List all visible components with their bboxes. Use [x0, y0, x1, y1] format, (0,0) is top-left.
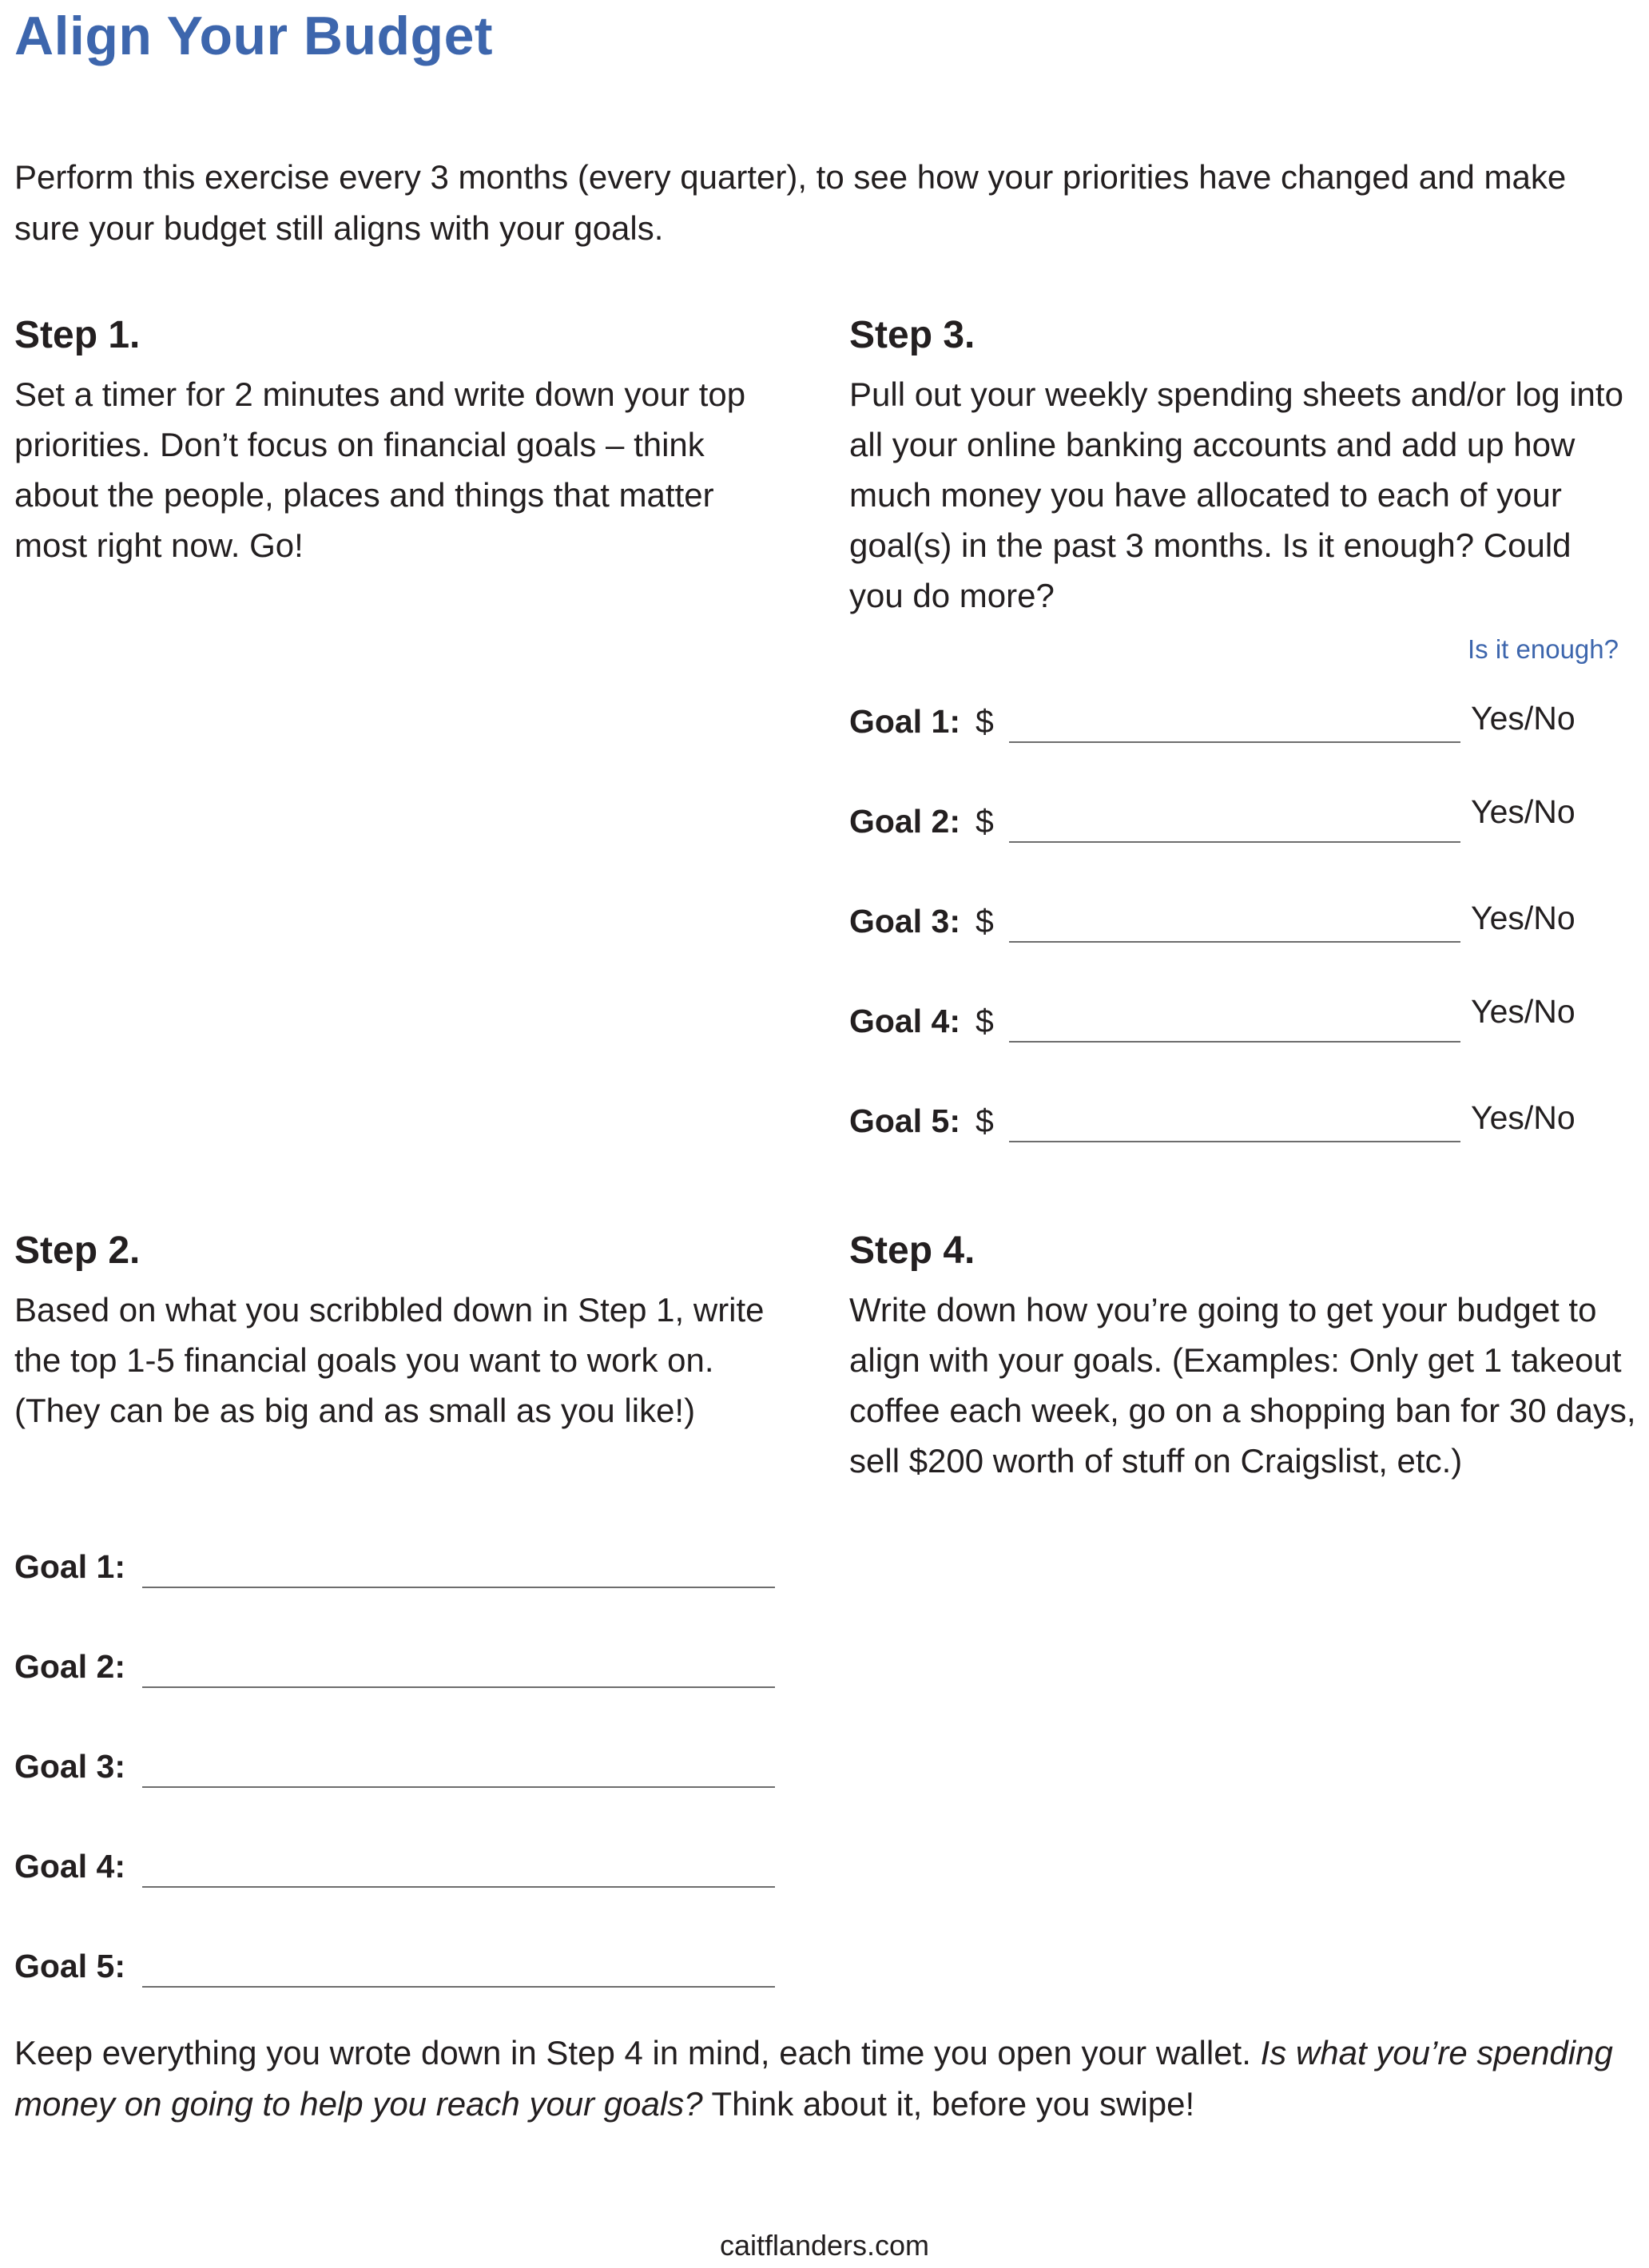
goal-label: Goal 3: — [14, 1748, 125, 1785]
step-2-text: Based on what you scribbled down in Step 1, write the top 1-5 financial goals you want to work on. (They can be as big and as small as you like!) — [14, 1291, 765, 1429]
step-2-goal-row — [14, 1848, 781, 1896]
step-1-section — [14, 312, 781, 570]
page-title: Align Your Budget — [14, 6, 494, 66]
step-3-goal-row — [849, 1099, 1648, 1150]
goal-label: Goal 3: — [849, 903, 960, 939]
step-3-goal-row — [849, 793, 1648, 851]
dollar-sign: $ — [975, 1102, 994, 1139]
goal-label: Goal 2: — [849, 803, 960, 840]
step-3-goal-row — [849, 700, 1648, 751]
goal-label: Goal 5: — [14, 1948, 125, 1984]
closing-text-end: Think about it, before you swipe! — [702, 2085, 1195, 2123]
dollar-sign: $ — [975, 703, 994, 740]
goal-label: Goal 1: — [14, 1548, 125, 1585]
goal-label: Goal 5: — [849, 1102, 960, 1139]
step-4-heading: Step 4. — [849, 1229, 975, 1272]
goal-label: Goal 2: — [14, 1648, 125, 1685]
step-1-heading: Step 1. — [14, 314, 141, 356]
step-2-goal-row — [14, 1648, 781, 1696]
goal-write-line[interactable] — [142, 1786, 775, 1788]
step-3-text: Pull out your weekly spending sheets and/or log into all your online banking accounts and add up how much money you have allocated to each of your goal(s) in the past 3 months. Is it enough? Could you do more? — [849, 375, 1623, 614]
goal-amount-line[interactable] — [1009, 1041, 1460, 1043]
yes-no-option[interactable]: Yes/No — [1471, 700, 1575, 737]
footer-website[interactable]: caitflanders.com — [719, 2229, 930, 2262]
step-3-note: Is it enough? — [1468, 634, 1619, 664]
yes-no-option[interactable]: Yes/No — [1471, 993, 1575, 1030]
yes-no-option[interactable]: Yes/No — [1471, 900, 1575, 936]
goal-write-line[interactable] — [142, 1686, 775, 1688]
intro-paragraph: Perform this exercise every 3 months (every quarter), to see how your priorities have changed and make sure your budget still aligns with your goals. — [14, 158, 1567, 247]
step-2-heading: Step 2. — [14, 1229, 141, 1272]
closing-note — [14, 2028, 1636, 2130]
yes-no-option[interactable]: Yes/No — [1471, 793, 1575, 830]
goal-label: Goal 4: — [14, 1848, 125, 1885]
goal-write-line[interactable] — [142, 1587, 775, 1588]
step-1-text: Set a timer for 2 minutes and write down your top priorities. Don’t focus on financial goals – think about the people, places and things that matter most right now. Go! — [14, 375, 746, 564]
step-3-section — [849, 312, 1640, 621]
goal-amount-line[interactable] — [1009, 941, 1460, 943]
step-2-goal-row — [14, 1748, 781, 1796]
dollar-sign: $ — [975, 903, 994, 939]
step-4-section — [849, 1227, 1640, 1486]
step-2-goal-row — [14, 1548, 781, 1596]
dollar-sign: $ — [975, 803, 994, 840]
closing-text-italic: Is what you’re spending money on going to help you reach your goals? — [14, 2034, 1613, 2123]
goal-write-line[interactable] — [142, 1986, 775, 1988]
goal-amount-line[interactable] — [1009, 1141, 1460, 1142]
step-2-goal-row — [14, 1948, 781, 1996]
step-4-text: Write down how you’re going to get your budget to align with your goals. (Examples: Only get 1 takeout coffee each week, go on a shopping ban for 30 days, sell $200 worth of stuff on Craigslist, etc.) — [849, 1291, 1636, 1480]
goal-label: Goal 4: — [849, 1003, 960, 1039]
step-3-goal-row — [849, 900, 1648, 951]
goal-amount-line[interactable] — [1009, 841, 1460, 843]
dollar-sign: $ — [975, 1003, 994, 1039]
goal-label: Goal 1: — [849, 703, 960, 740]
step-3-heading: Step 3. — [849, 314, 975, 356]
step-3-goal-row — [849, 993, 1648, 1051]
goal-write-line[interactable] — [142, 1886, 775, 1888]
step-2-section — [14, 1227, 781, 1436]
yes-no-option[interactable]: Yes/No — [1471, 1099, 1575, 1136]
closing-text-start: Keep everything you wrote down in Step 4 in mind, each time you open your wallet. — [14, 2034, 1261, 2071]
goal-amount-line[interactable] — [1009, 741, 1460, 743]
